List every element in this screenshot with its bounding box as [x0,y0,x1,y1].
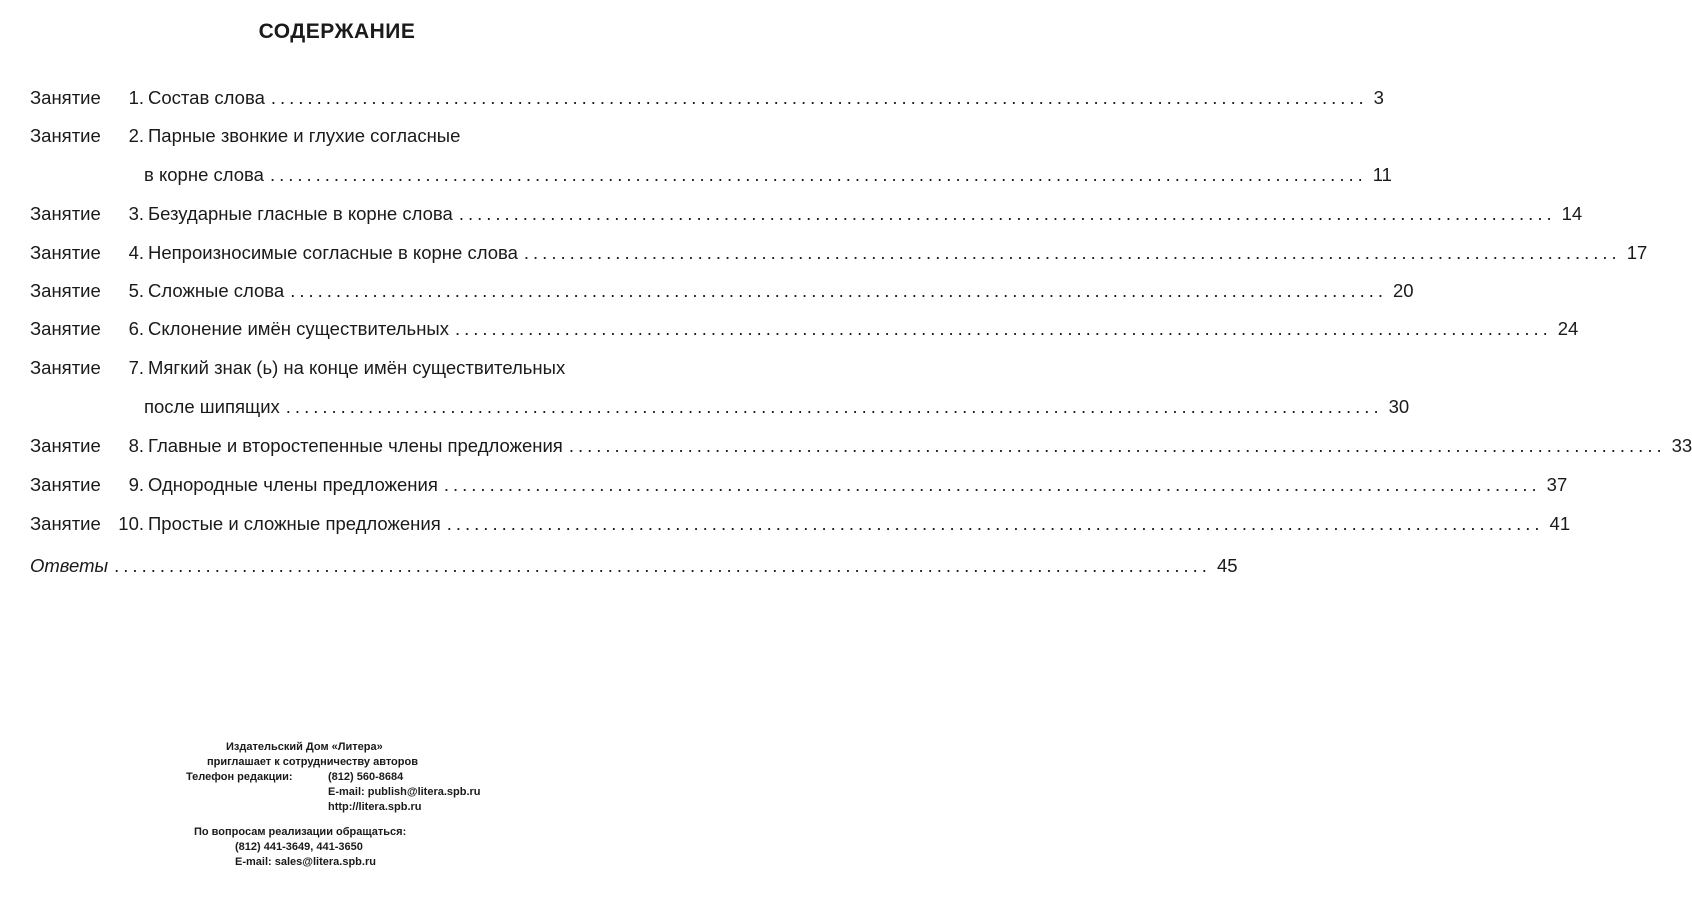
toc-prefix: Занятие [30,474,101,495]
toc-leader: ........................................................................................................................ [270,87,1368,108]
toc-prefix: Занятие [30,357,101,378]
toc-title: Простые и сложные предложения [148,513,441,534]
toc-title: после шипящих [144,396,280,417]
toc-entry[interactable] [30,318,1579,342]
sales-label: По вопросам реализации обращаться: [194,826,407,838]
toc-leader: ........................................................................................................................ [446,513,1544,534]
toc-number: 8. [128,435,144,456]
toc-page-number: 30 [1388,396,1410,417]
toc-entry[interactable] [30,125,652,149]
page-title: СОДЕРЖАНИЕ [258,20,416,43]
toc-leader: ........................................................................................................................ [285,396,1383,417]
toc-page-number: 37 [1546,474,1568,495]
toc-number: 5. [128,280,144,301]
toc-leader: ........................................................................................................................ [443,474,1541,495]
toc-entry-answers[interactable] [30,555,1238,579]
toc-title: Состав слова [148,87,265,108]
toc-leader: ........................................................................................................................ [458,203,1556,224]
website: http://litera.spb.ru [328,801,422,813]
toc-prefix: Занятие [30,242,101,263]
sales-email: E-mail: sales@litera.spb.ru [235,856,376,868]
toc-entry[interactable] [30,87,1384,111]
toc-entry-continuation[interactable] [30,164,1392,188]
toc-number: 6. [128,318,144,339]
toc-prefix: Занятие [30,87,101,108]
toc-title: Однородные члены предложения [148,474,438,495]
toc-leader: ........................................................................................................................ [568,435,1666,456]
toc-number: 9. [128,474,144,495]
toc-title: Сложные слова [148,280,285,301]
toc-prefix: Занятие [30,203,101,224]
toc-page-number: 45 [1216,555,1238,576]
publisher-invite: приглашает к сотрудничеству авторов [207,756,418,768]
toc-page-number: 17 [1626,242,1648,263]
editorial-email: E-mail: publish@litera.spb.ru [328,786,481,798]
toc-page-number: 41 [1549,513,1571,534]
toc-title: Парные звонкие и глухие согласные [148,125,461,146]
toc-title: Главные и второстепенные члены предложения [148,435,563,456]
editorial-phone-label: Телефон редакции: [186,771,293,783]
toc-number: 2. [128,125,144,146]
toc-title: Непроизносимые согласные в корне слова [148,242,518,263]
toc-number: 4. [128,242,144,263]
toc-entry-continuation[interactable] [30,396,1410,420]
toc-title: в корне слова [144,164,264,185]
toc-title: Мягкий знак (ь) на конце имён существительных [148,357,566,378]
toc-entry[interactable] [30,242,1648,266]
toc-leader: ........................................................................................................................ [114,555,1211,576]
toc-title: Безударные гласные в корне слова [148,203,453,224]
toc-leader: ........................................................................................................................ [454,318,1552,339]
toc-leader: ........................................................................................................................ [523,242,1621,263]
toc-number: 1. [128,87,144,108]
toc-entry[interactable] [30,435,1692,459]
sales-phone: (812) 441-3649, 441-3650 [235,841,363,853]
toc-entry[interactable] [30,280,1414,304]
toc-prefix: Занятие [30,513,101,534]
toc-title: Ответы [30,555,109,576]
toc-entry[interactable] [30,357,652,381]
toc-page-number: 11 [1372,164,1392,185]
toc-page-number: 3 [1373,87,1384,108]
toc-leader: ........................................................................................................................ [269,164,1367,185]
toc-page-number: 20 [1393,280,1414,301]
toc-prefix: Занятие [30,435,101,456]
toc-prefix: Занятие [30,280,101,301]
toc-number: 10. [118,513,144,534]
toc-number: 3. [128,203,144,224]
toc-entry[interactable] [30,474,1568,498]
editorial-phone: (812) 560-8684 [328,771,404,783]
toc-page-number: 24 [1557,318,1579,339]
toc-entry[interactable] [30,513,1571,537]
toc-entry[interactable] [30,203,1583,227]
toc-page-number: 33 [1671,435,1692,456]
toc-number: 7. [128,357,144,378]
toc-prefix: Занятие [30,125,101,146]
toc-title: Склонение имён существительных [148,318,449,339]
toc-page-number: 14 [1561,203,1583,224]
toc-leader: ........................................................................................................................ [290,280,1388,301]
publisher-name: Издательский Дом «Литера» [226,741,383,753]
toc-prefix: Занятие [30,318,101,339]
